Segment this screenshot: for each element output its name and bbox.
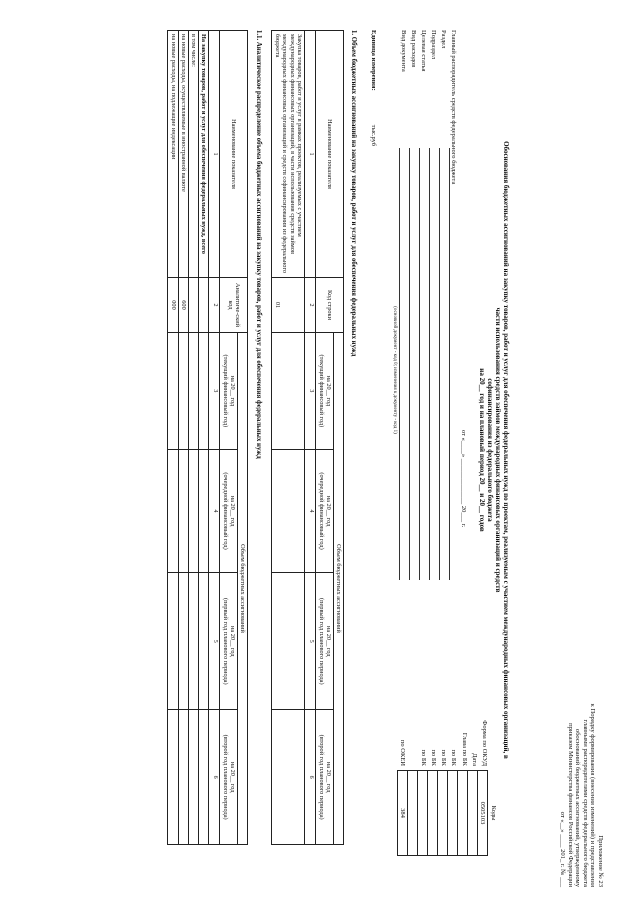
value-cell[interactable] [178, 449, 188, 573]
appendix-number: Приложение № 23 [597, 835, 604, 887]
appendix-line: главными распорядителями средств федерального бюджета [581, 719, 589, 887]
codes-labels [396, 640, 488, 766]
year-column-header [316, 333, 333, 450]
codes-label: по БК [450, 749, 458, 766]
header-fields [391, 30, 457, 640]
appendix-line: обоснований бюджетных ассигнований, утвержденному [574, 728, 582, 887]
document-type-note: (основной документ - код 0; изменения к документу - код 1) [392, 306, 397, 434]
row-label: на новые расходы, осуществляемые в иностранной валюте [178, 31, 188, 278]
codes-label: Форма по ОКУД [481, 720, 488, 766]
column-number: 3 [209, 333, 220, 450]
codes-label: по ОКЕИ [399, 739, 407, 766]
codes-cell: 384 [398, 771, 408, 856]
column-number: 5 [209, 573, 220, 710]
codes-label: Глава по БК [460, 732, 468, 766]
field-line [409, 148, 410, 580]
value-cell[interactable] [188, 573, 198, 710]
field-label: Раздел [440, 30, 447, 49]
year-column-header [316, 449, 333, 573]
codes-label: Дата [470, 753, 478, 766]
title-line: Обоснования бюджетных ассигнований на закупку товаров, работ и услуг для обеспечения федеральных нужд по проектам, реализуемым с участием международных финансовых организаций, в части использования средств займов международных финансовых организаций и средств [493, 141, 510, 759]
column-number: 3 [305, 333, 316, 450]
table-row [199, 31, 209, 845]
appendix-line: приказом Министерства финансов Российской Федерации [566, 723, 574, 887]
section-1-1-title: 1.1. Аналитическое распределение объема бюджетных ассигнований на закупку товаров, работ и услуг для обеспечения федеральных нужд [255, 30, 262, 459]
value-cell[interactable] [188, 333, 198, 450]
period-label: (второй год планового периода) [317, 734, 325, 820]
year-label: на 20__ год [228, 375, 236, 407]
field-line [449, 148, 450, 580]
units-label: Единица измерения: [370, 30, 377, 91]
year-column-header [316, 573, 333, 710]
field-line [419, 148, 420, 580]
year-label: на 20__ год [228, 626, 236, 657]
value-cell[interactable] [272, 333, 305, 450]
value-cell[interactable] [272, 573, 305, 710]
column-number: 1 [305, 31, 316, 278]
value-cell[interactable] [272, 710, 305, 845]
field-label: Вид документа [400, 30, 407, 72]
row-label: Закупка товаров, работ и услуг в рамках проектов, реализуемых с участием международных финансовых организаций, в части использования средств займов международных финансовых организаций и средств софинансирования из федерального бюджета [272, 31, 305, 278]
appendix-header [559, 627, 604, 887]
codes-cell [458, 771, 468, 856]
appendix-line: к Порядку формирования (внесения изменений) и представления [589, 703, 597, 887]
codes-cell [468, 771, 478, 856]
year-column-header [220, 710, 237, 845]
value-cell[interactable] [168, 333, 178, 450]
period-label: (очередной финансовый год) [221, 472, 229, 550]
value-cell[interactable] [199, 710, 209, 845]
table-row [168, 31, 178, 845]
value-cell[interactable] [188, 710, 198, 845]
codes-cell [428, 771, 438, 856]
period-label: (очередной финансовый год) [317, 472, 325, 550]
value-cell[interactable] [168, 449, 178, 573]
year-column-header [316, 710, 333, 845]
year-label: на 20__ год [324, 495, 332, 527]
year-label: на 20__ год [324, 626, 332, 657]
value-cell[interactable] [272, 449, 305, 573]
period-label: (второй год планового периода) [221, 734, 229, 820]
title-line: на 20__ год и на плановый период 20__ и 20__ годов [477, 368, 486, 532]
field-label: Главный распорядитель средств федерального бюджета [450, 30, 457, 185]
table-row [178, 31, 188, 845]
field-line [429, 148, 430, 580]
codes-label: по БК [419, 749, 427, 766]
field-label: Целевая статья [420, 30, 427, 72]
codes-cell [418, 771, 428, 856]
table-row [188, 31, 198, 845]
value-cell[interactable] [178, 573, 188, 710]
units-of-measure [370, 30, 377, 146]
year-column-header [220, 449, 237, 573]
codes-header: Коды [490, 805, 497, 821]
row-label: на новые расходы, на подлежащие индексации [168, 31, 178, 278]
column-group-header: Объем бюджетных ассигнований [237, 333, 247, 845]
codes-cell [408, 771, 418, 856]
codes-table [397, 770, 488, 856]
period-label: (текущий финансовый год) [221, 354, 229, 428]
column-header-name: Наименование показателя [220, 31, 248, 278]
year-label: на 20__ год [324, 761, 332, 793]
year-label: на 20__ год [228, 761, 236, 793]
appendix-line: от «__» ____ 201_ г. № ___ [559, 811, 567, 887]
value-cell[interactable] [168, 573, 178, 710]
units-value: тыс.руб [370, 124, 377, 147]
value-cell[interactable] [199, 449, 209, 573]
period-label: (текущий финансовый год) [317, 354, 325, 428]
year-label: на 20__ год [228, 495, 236, 527]
value-cell[interactable] [178, 333, 188, 450]
field-row [407, 30, 417, 640]
row-code: 01 [272, 278, 305, 333]
column-number: 2 [305, 278, 316, 333]
period-label: (первый год планового периода) [221, 598, 229, 685]
section-1-table [271, 30, 344, 845]
column-number: 6 [305, 710, 316, 845]
codes-cell [448, 771, 458, 856]
document-date: от «____» ______________ 20___ г. [460, 430, 467, 528]
column-header-code: Аналитиче-ский код [220, 278, 248, 333]
field-line [439, 148, 440, 580]
year-label: на 20__ год [324, 375, 332, 407]
column-number: 4 [209, 449, 220, 573]
field-label: Подраздел [430, 30, 437, 60]
field-line [399, 148, 400, 580]
column-number: 2 [209, 278, 220, 333]
column-group-header: Объем бюджетных ассигнований [333, 333, 343, 845]
column-number: 5 [305, 573, 316, 710]
row-code: 600 [178, 278, 188, 333]
codes-label: по БК [440, 749, 448, 766]
codes-cell: 0505103 [478, 771, 488, 856]
year-column-header [220, 333, 237, 450]
field-row [417, 30, 427, 640]
codes-label: по БК [430, 749, 438, 766]
column-number: 4 [305, 449, 316, 573]
value-cell[interactable] [199, 333, 209, 450]
row-label: в том числе: [188, 31, 198, 278]
field-row [437, 30, 447, 640]
codes-cell [438, 771, 448, 856]
field-row [397, 30, 407, 640]
column-header-name: Наименование показателя [316, 31, 344, 278]
section-1-1-table [167, 30, 248, 845]
field-row [427, 30, 437, 640]
value-cell[interactable] [188, 449, 198, 573]
column-number: 1 [209, 31, 220, 278]
value-cell[interactable] [178, 710, 188, 845]
codes-label [407, 640, 417, 766]
row-label: На закупку товаров, работ и услуг для обеспечения федеральных нужд, всего [199, 31, 209, 278]
row-code: 000 [168, 278, 178, 333]
column-header-code: Код строки [316, 278, 344, 333]
row-code [188, 278, 198, 333]
value-cell[interactable] [199, 573, 209, 710]
field-label: Вид расходов [410, 30, 417, 68]
column-number: 6 [209, 710, 220, 845]
value-cell[interactable] [168, 710, 178, 845]
period-label: (первый год планового периода) [317, 598, 325, 685]
year-column-header [220, 573, 237, 710]
section-1-title: 1. Объем бюджетных ассигнований на закупку товаров, работ и услуг для обеспечения федеральных нужд [350, 30, 357, 357]
field-row [447, 30, 457, 640]
table-row [272, 31, 305, 845]
title-line: софинансирования из федерального бюджета [485, 378, 494, 522]
row-code [199, 278, 209, 333]
